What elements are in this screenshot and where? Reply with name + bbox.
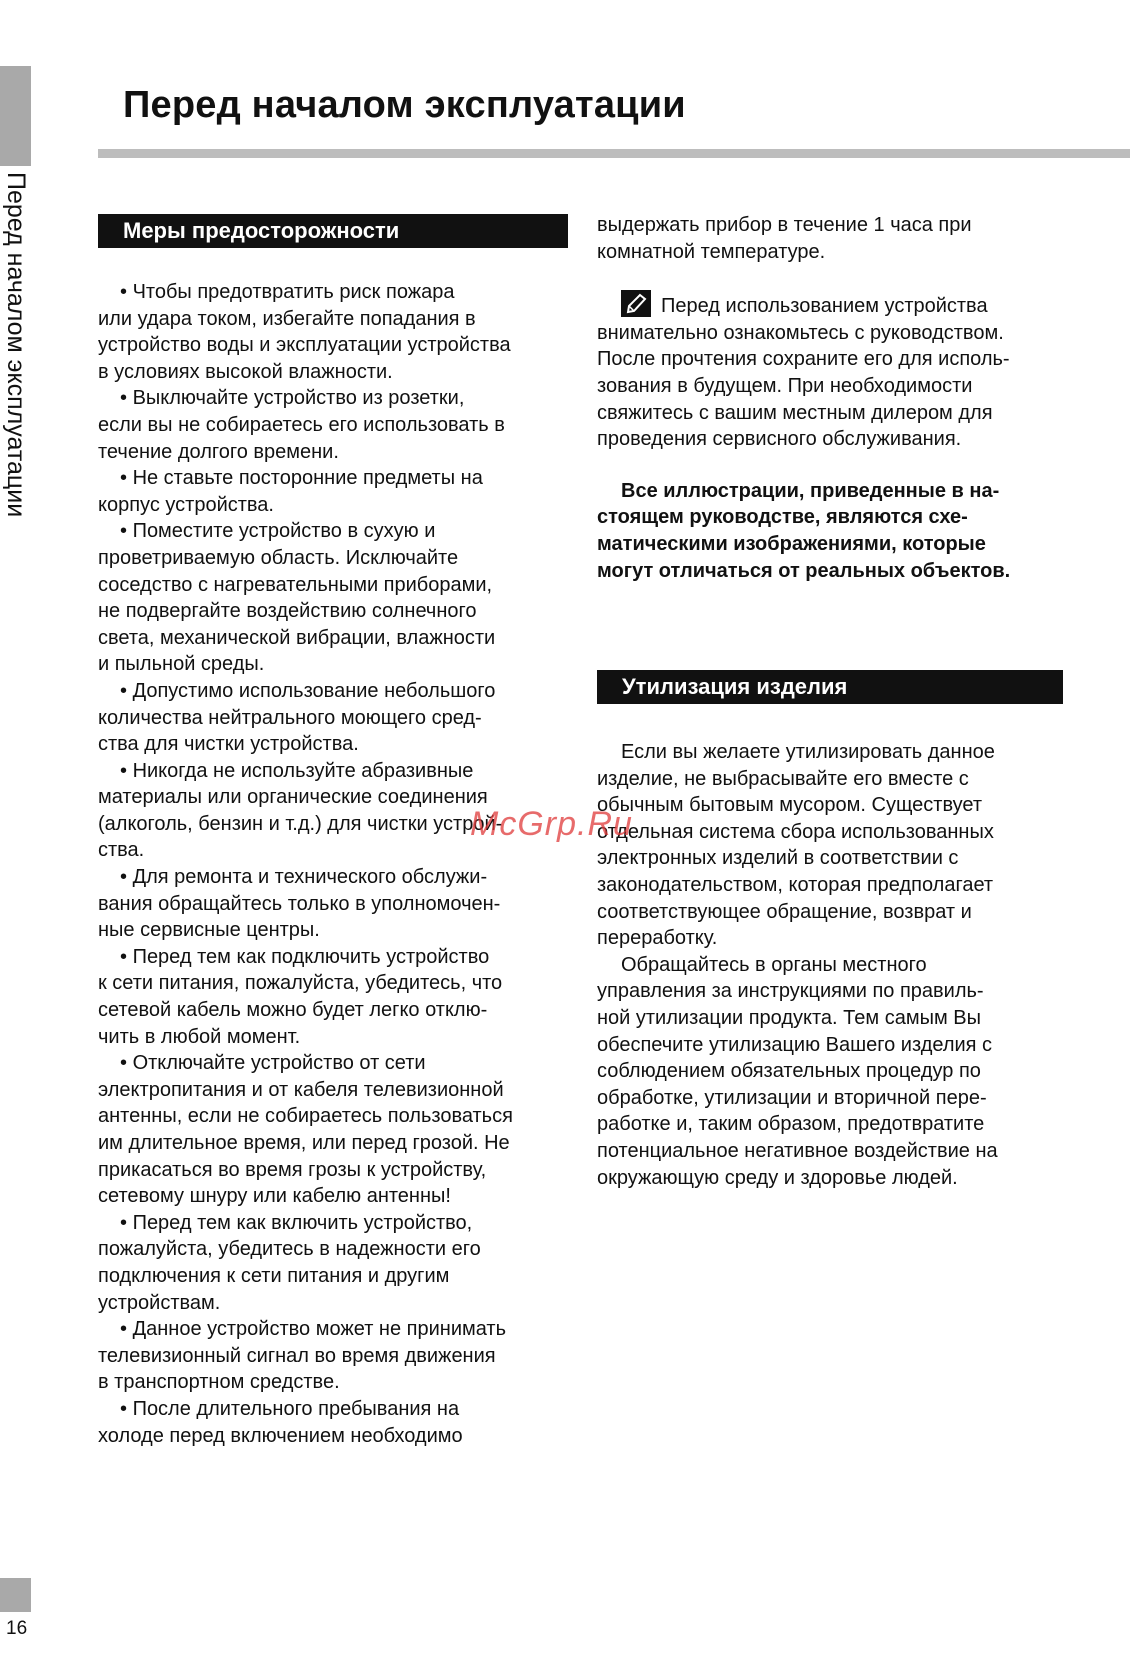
disposal-text [597, 739, 1077, 1191]
page-number-marker [0, 1578, 31, 1612]
text-line: комнатной температуре. [597, 240, 826, 263]
list-item: • Чтобы предотвратить риск пожара [98, 279, 578, 306]
text-line: Если вы желаете утилизировать данное [621, 741, 995, 763]
list-line: в транспортном средстве. [98, 1371, 340, 1394]
bold-note-line: могут отличаться от реальных объектов. [597, 559, 1011, 582]
list-line: течение долгого времени. [98, 440, 339, 463]
list-line: количества нейтрального моющего сред- [98, 706, 482, 729]
list-line: если вы не собираетесь его использовать в [98, 413, 505, 436]
text-line: изделие, не выбрасывайте его вместе с [597, 767, 969, 790]
list-line: ства. [98, 839, 145, 862]
list-line: не подвергайте воздействию солнечного [98, 600, 477, 623]
list-line: сетевой кабель можно будет легко отклю- [98, 999, 488, 1022]
watermark: McGrp.Ru [470, 805, 633, 843]
page-title: Перед началом эксплуатации [123, 84, 686, 126]
list-line: устройство воды и эксплуатации устройства [98, 334, 511, 357]
list-line: проветриваемую область. Исключайте [98, 546, 459, 569]
note-line: зования в будущем. При необходимости [597, 374, 973, 397]
precautions-heading: Меры предосторожности [98, 214, 568, 248]
list-item: • Перед тем как включить устройство, [98, 1210, 578, 1237]
list-line: устройствам. [98, 1291, 221, 1314]
note-line: После прочтения сохраните его для исполь- [597, 348, 1010, 371]
list-item: • После длительного пребывания на [98, 1396, 578, 1423]
list-line: антенны, если не собираетесь пользоваться [98, 1105, 513, 1128]
note-pencil-icon [621, 290, 651, 317]
list-line: соседство с нагревательными приборами, [98, 573, 493, 596]
list-item: • Для ремонта и технического обслужи- [98, 864, 578, 891]
disposal-heading: Утилизация изделия [597, 670, 1063, 704]
text-line: электронных изделий в соответствии с [597, 847, 959, 870]
list-line: корпус устройства. [98, 493, 274, 516]
list-line: сетевому шнуру или кабелю антенны! [98, 1185, 451, 1208]
text-line: работке и, таким образом, предотвратите [597, 1113, 985, 1136]
note-line: свяжитесь с вашим местным дилером для [597, 401, 993, 424]
list-line: вания обращайтесь только в уполномочен- [98, 892, 501, 915]
list-line: ства для чистки устройства. [98, 733, 359, 756]
note-line: внимательно ознакомьтесь с руководством. [597, 321, 1004, 344]
list-line: чить в любой момент. [98, 1025, 301, 1048]
text-line: Обращайтесь в органы местного [621, 953, 927, 976]
text-line: потенциальное негативное воздействие на [597, 1139, 998, 1162]
list-line: им длительное время, или перед грозой. Не [98, 1132, 510, 1154]
title-divider [98, 149, 1130, 158]
list-item: • Отключайте устройство от сети [98, 1050, 578, 1077]
side-tab-marker [0, 66, 31, 166]
text-line: окружающую среду и здоровье людей. [597, 1166, 958, 1189]
note-line [597, 290, 1077, 320]
list-line: телевизионный сигнал во время движения [98, 1344, 496, 1367]
text-line: законодательством, которая предполагает [597, 873, 994, 896]
side-section-label: Перед началом эксплуатации [2, 172, 30, 518]
list-line: ные сервисные центры. [98, 919, 320, 942]
list-line: в условиях высокой влажности. [98, 360, 393, 383]
bold-note-line: стоящем руководстве, являются схе- [597, 506, 968, 529]
list-line: холоде перед включением необходимо [98, 1424, 463, 1447]
text-line: соответствующее обращение, возврат и [597, 900, 972, 923]
list-item: • Перед тем как подключить устройство [98, 944, 578, 971]
list-line: электропитания и от кабеля телевизионной [98, 1078, 504, 1101]
list-line: пожалуйста, убедитесь в надежности его [98, 1238, 481, 1261]
bold-note-line: матическими изображениями, которые [597, 532, 986, 555]
text-line: обработке, утилизации и вторичной пере- [597, 1086, 987, 1109]
text-line: обычным бытовым мусором. Существует [597, 794, 983, 817]
list-item: • Никогда не используйте абразивные [98, 758, 578, 785]
list-item: • Поместите устройство в сухую и [98, 518, 578, 545]
precautions-list [98, 279, 578, 1449]
list-item: • Данное устройство может не принимать [98, 1316, 578, 1343]
text-line: управления за инструкциями по правиль- [597, 980, 984, 1003]
list-item: • Выключайте устройство из розетки, [98, 385, 578, 412]
page-number: 16 [6, 1618, 28, 1639]
list-line: подключения к сети питания и другим [98, 1264, 450, 1287]
text-line: переработку. [597, 927, 718, 950]
list-line: (алкоголь, бензин и т.д.) для чистки устрой- [98, 812, 503, 835]
text-line: ной утилизации продукта. Тем самым Вы [597, 1006, 981, 1029]
text-line: отдельная система сбора использованных [597, 820, 994, 843]
text-line: обеспечите утилизацию Вашего изделия с [597, 1033, 993, 1056]
list-line: или удара током, избегайте попадания в [98, 307, 476, 330]
list-item: • Не ставьте посторонние предметы на [98, 465, 578, 492]
text-line: соблюдением обязательных процедур по [597, 1060, 981, 1083]
list-line: к сети питания, пожалуйста, убедитесь, что [98, 972, 503, 995]
list-line: света, механической вибрации, влажности [98, 626, 496, 649]
right-column [597, 212, 1077, 584]
text-line: выдержать прибор в течение 1 часа при [597, 214, 972, 236]
note-line: проведения сервисного обслуживания. [597, 428, 962, 451]
bold-note-line: Все иллюстрации, приведенные в на- [621, 479, 1000, 502]
note-text: Перед использованием устройства [661, 295, 988, 318]
list-line: материалы или органические соединения [98, 786, 488, 809]
list-line: прикасаться во время грозы к устройству, [98, 1158, 487, 1181]
list-line: и пыльной среды. [98, 653, 265, 676]
list-item: • Допустимо использование небольшого [98, 678, 578, 705]
